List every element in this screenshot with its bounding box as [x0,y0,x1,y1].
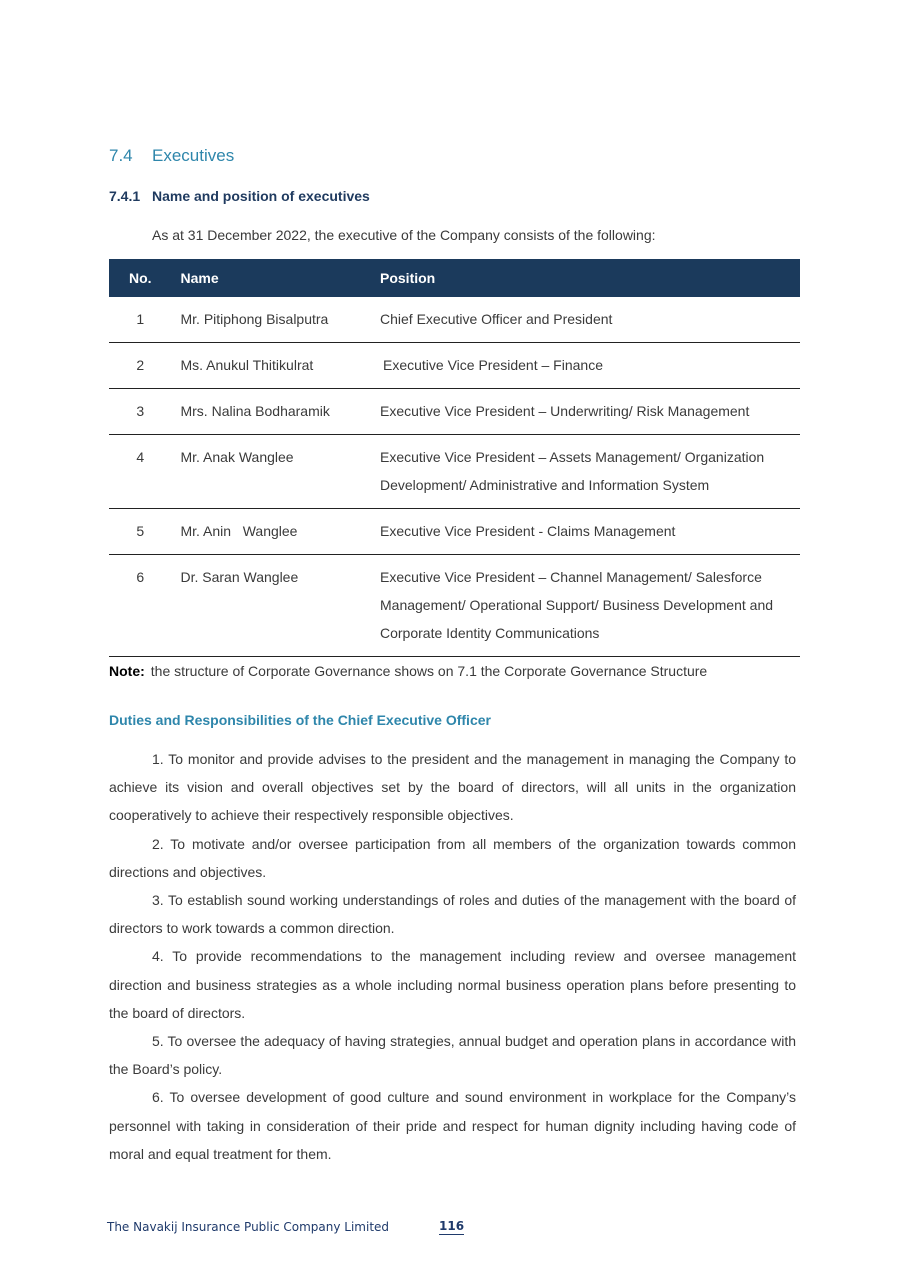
duty-item: 6. To oversee development of good culture and sound environment in workplace for the Company’s personnel with taking in consideration of their pride and respect for human dignity including having code of moral and equal treatment for them. [109,1089,796,1162]
header-position: Position [363,259,800,297]
duty-item: 3. To establish sound working understandings of roles and duties of the management with the board of directors to work towards a common direction. [109,892,796,937]
duty-item: 2. To motivate and/or oversee participation from all members of the organization towards common directions and objectives. [109,835,796,880]
section-number: 7.4 [109,146,133,165]
row-position: Executive Vice President – Channel Management/ Salesforce Management/ Operational Support/ Business Development and Corporate Identity Communications [380,569,774,641]
table-row [109,509,800,555]
table-row [109,389,800,435]
row-position: Chief Executive Officer and President [380,311,613,327]
note-text: the structure of Corporate Governance shows on 7.1 the Corporate Governance Structure [150,663,708,679]
duty-item: 5. To oversee the adequacy of having strategies, annual budget and operation plans in accordance with the Board’s policy. [109,1033,796,1078]
footer-company-name: The Navakij Insurance Public Company Limited [107,1220,390,1234]
table-header-row [109,259,800,297]
intro-text: As at 31 December 2022, the executive of the Company consists of the following: [152,227,656,243]
section-heading [109,146,234,166]
table-row [109,435,800,509]
row-no: 6 [136,569,145,585]
row-no: 3 [136,403,145,419]
row-position: Executive Vice President - Claims Management [380,523,676,539]
table-row [109,343,800,389]
duties-heading: Duties and Responsibilities of the Chief Executive Officer [109,712,491,728]
row-name: Mr. Pitiphong Bisalputra [180,311,329,327]
row-no: 4 [136,449,145,465]
subsection-title: Name and position of executives [152,188,370,204]
duties-list [109,745,796,1168]
row-no: 5 [136,523,145,539]
row-position: Executive Vice President – Finance [383,357,603,373]
row-name: Mrs. Nalina Bodharamik [180,403,330,419]
row-no: 1 [136,311,145,327]
row-name: Mr. Anin Wanglee [180,523,298,539]
subsection-number: 7.4.1 [109,188,141,204]
note [109,663,707,679]
note-label: Note: [109,663,145,679]
duty-item: 4. To provide recommendations to the management including review and oversee management direction and business strategies as a whole including normal business operation plans before presenting to the board of directors. [109,948,796,1021]
row-name: Dr. Saran Wanglee [180,569,299,585]
header-name: Name [171,259,363,297]
executives-table [109,259,800,657]
header-no: No. [109,259,171,297]
table-row [109,555,800,657]
table-row [109,297,800,343]
section-title: Executives [152,146,235,165]
row-name: Mr. Anak Wanglee [180,449,294,465]
subsection-heading [109,188,370,204]
row-no: 2 [136,357,145,373]
row-position: Executive Vice President – Underwriting/ Risk Management [380,403,750,419]
duty-item: 1. To monitor and provide advises to the president and the management in managing the Company to achieve its vision and overall objectives set by the board of directors, will all units in the organization cooperatively to achieve their respectively responsible objectives. [109,751,796,824]
footer-page-number: 116 [439,1219,465,1233]
row-position: Executive Vice President – Assets Management/ Organization Development/ Administrative and Information System [380,449,765,493]
row-name: Ms. Anukul Thitikulrat [180,357,314,373]
